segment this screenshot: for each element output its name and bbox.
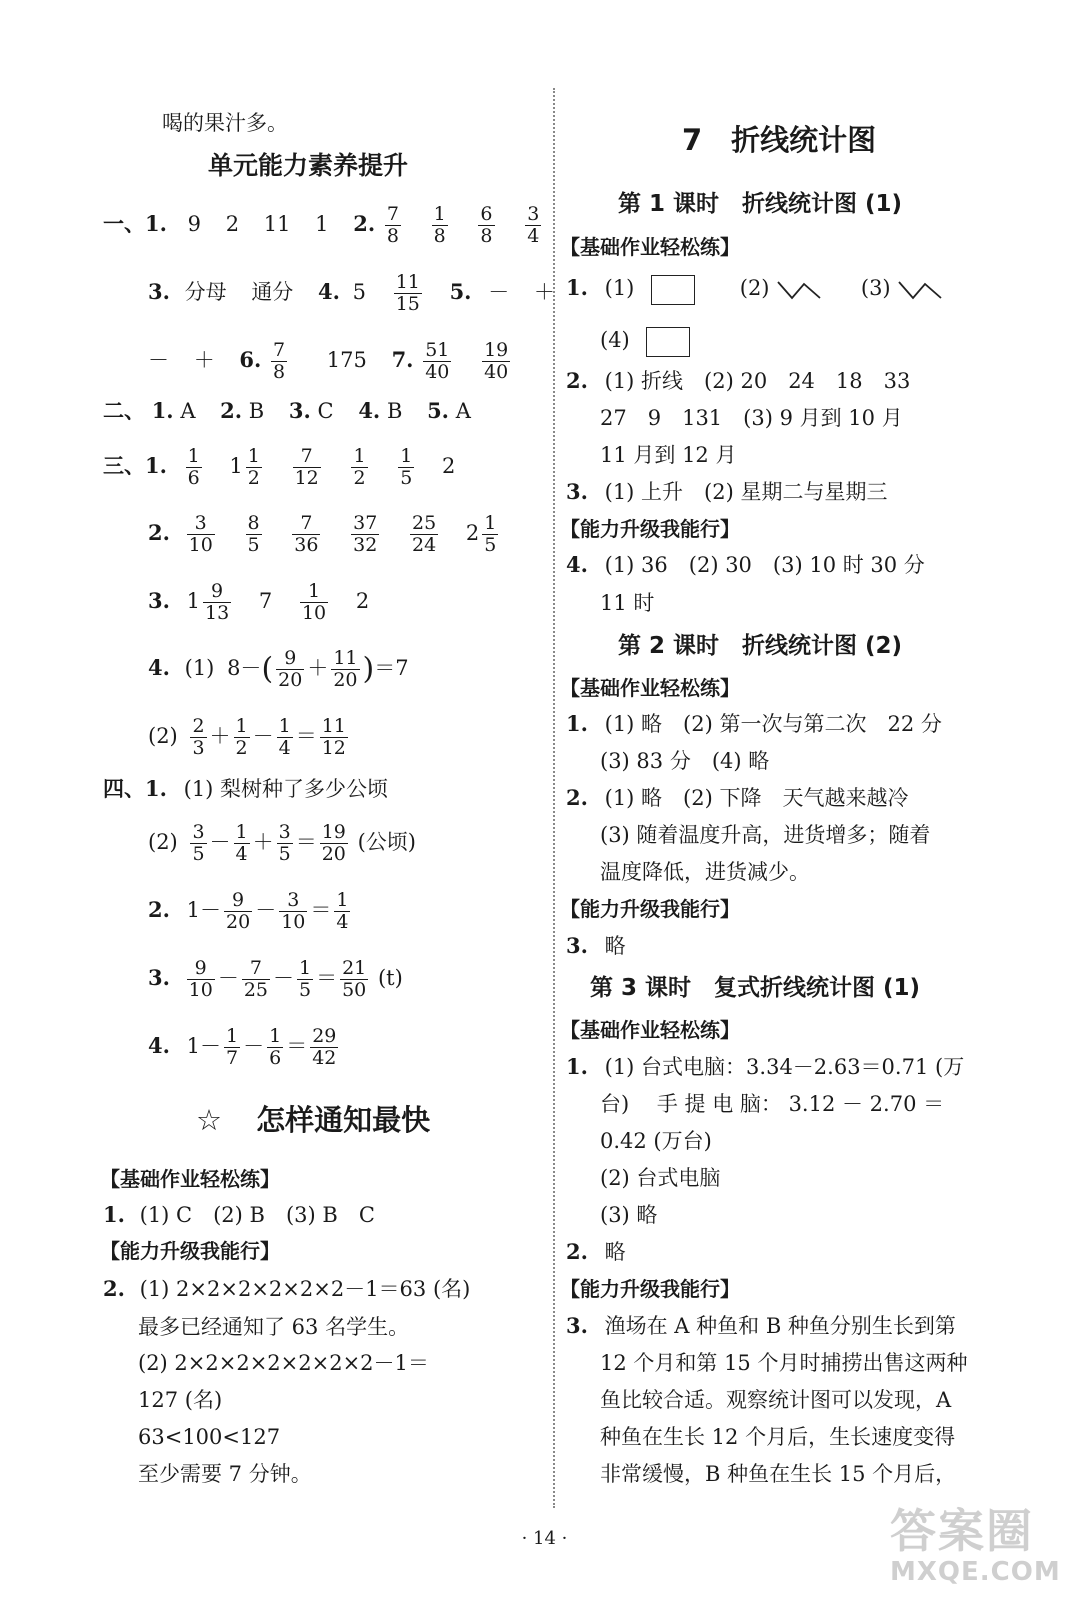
fraction: $\frac{11}{12}$	[321, 715, 346, 759]
question-number: 4.	[148, 1033, 170, 1058]
part-label: (2)	[148, 724, 178, 748]
answer-value: B	[248, 399, 265, 423]
intro-text: 喝的果汁多。	[162, 111, 288, 135]
q1-line3	[148, 334, 513, 386]
l3-q2	[566, 1239, 626, 1265]
fraction: $\frac{1}{6}$	[269, 1025, 282, 1069]
q3-2	[148, 507, 501, 559]
operator: －	[209, 830, 231, 854]
answer-text: (1) 略 (2) 第一次与第二次 22 分	[604, 712, 942, 736]
part-label: (2)	[739, 276, 770, 300]
tag-ability: 【能力升级我能行】	[560, 517, 740, 541]
question-number: 2.	[566, 785, 588, 810]
l2-q3	[566, 933, 626, 959]
page-number-value: 14	[533, 1528, 556, 1549]
square-shape-icon	[651, 275, 695, 305]
watermark-url: MXQE.COM	[890, 1557, 1061, 1587]
fraction: $\frac{1}{2}$	[353, 445, 366, 489]
l1-q2-line1	[566, 368, 910, 394]
fraction: $\frac{7}{12}$	[294, 445, 319, 489]
fraction: $\frac{1}{8}$	[433, 203, 446, 247]
question-number: 3.	[566, 933, 588, 958]
fraction: $\frac{37}{32}$	[353, 512, 378, 556]
part-label: (3)	[860, 276, 891, 300]
lesson3-title: 第 3 课时 复式折线统计图 (1)	[590, 975, 921, 1001]
l3-q1-line5: (3) 略	[600, 1203, 658, 1227]
fraction: $\frac{1}{2}$	[235, 715, 248, 759]
l3-q3-line3: 鱼比较合适。观察统计图可以发现，A	[600, 1388, 952, 1412]
fraction: $\frac{51}{40}$	[425, 339, 450, 383]
l3-q3-line5: 非常缓慢，B 种鱼在生长 15 个月后，	[600, 1462, 957, 1486]
question-number: 2.	[566, 1239, 588, 1264]
q1-line1	[103, 198, 544, 250]
l3-q1-line4: (2) 台式电脑	[600, 1166, 721, 1190]
fraction: $\frac{19}{40}$	[484, 339, 509, 383]
zigzag-line-icon	[776, 278, 824, 302]
fraction: $\frac{8}{5}$	[247, 512, 260, 556]
fraction: $\frac{1}{5}$	[400, 445, 413, 489]
l1-q1-line2	[600, 322, 690, 358]
fraction: $\frac{1}{5}$	[299, 957, 312, 1001]
answer-text: 渔场在 A 种鱼和 B 种鱼分别生长到第	[604, 1314, 956, 1338]
part-label: (1)	[184, 656, 215, 680]
answer-text: (1) 略 (2) 下降 天气越来越冷	[604, 786, 909, 810]
question-number: 1.	[151, 398, 174, 423]
q1-line2	[148, 266, 555, 318]
l1-q2-line2: 27 9 131 (3) 9 月到 10 月	[600, 406, 903, 430]
question-number: 2.	[103, 1276, 125, 1301]
operator: －	[255, 898, 277, 922]
fraction: $\frac{1}{7}$	[226, 1025, 239, 1069]
answer-value: C	[317, 399, 334, 423]
question-number: 1.	[566, 1054, 588, 1079]
lesson1-title: 第 1 课时 折线统计图 (1)	[618, 191, 903, 217]
answer-value: A	[455, 399, 471, 423]
section-title	[196, 1100, 430, 1140]
section-title-text: 怎样通知最快	[256, 1103, 431, 1137]
section2-answers	[103, 398, 471, 424]
operator: －	[243, 1034, 265, 1058]
question-number: 1.	[566, 275, 588, 300]
tag-basic: 【基础作业轻松练】	[560, 1018, 740, 1042]
answer-value: 175	[326, 348, 367, 372]
chapter-title: 7 折线统计图	[682, 123, 877, 157]
q3-4-part2	[148, 710, 351, 762]
tag-ability: 【能力升级我能行】	[560, 1277, 740, 1301]
star-q1	[103, 1202, 375, 1228]
operator: ＝	[316, 966, 338, 990]
fraction: $\frac{1}{5}$	[484, 512, 497, 556]
q3-1	[103, 440, 455, 492]
fraction: $\frac{1}{4}$	[336, 889, 349, 933]
tag-ability: 【能力升级我能行】	[560, 897, 740, 921]
answer-text: 略	[604, 1240, 626, 1264]
answer-value: 7	[258, 589, 273, 613]
answer-value: 2	[225, 212, 240, 236]
operator: －	[273, 966, 294, 990]
tag-ability: 【能力升级我能行】	[100, 1239, 280, 1263]
l2-q1-line2: (3) 83 分 (4) 略	[600, 749, 770, 773]
fraction: $\frac{9}{20}$	[278, 647, 303, 691]
paren: (	[261, 651, 274, 687]
l1-q2-line3: 11 月到 12 月	[600, 443, 737, 467]
l1-q4-line2: 11 时	[600, 591, 655, 615]
fraction: $\frac{19}{20}$	[321, 821, 346, 865]
question-number: 4.	[566, 552, 588, 577]
operator: ＋	[307, 656, 329, 680]
fraction: $\frac{2}{3}$	[192, 715, 205, 759]
l3-q1-line2: 台) 手 提 电 脑： 3.12 － 2.70 ＝	[600, 1092, 945, 1116]
star-q2-line6: 至少需要 7 分钟。	[138, 1462, 312, 1486]
q4-1-part1	[103, 776, 388, 802]
answer-value: 通分	[251, 280, 294, 304]
operator: ＝	[310, 898, 332, 922]
fraction: $\frac{1}{4}$	[278, 715, 291, 759]
fraction: $\frac{1}{6}$	[187, 445, 200, 489]
section-label: 三、	[103, 453, 145, 478]
l3-q3-line4: 种鱼在生长 12 个月后，生长速度变得	[600, 1425, 956, 1449]
fraction: $\frac{9}{20}$	[226, 889, 251, 933]
fraction: $\frac{11}{20}$	[333, 647, 358, 691]
expression: ＝7	[374, 656, 409, 680]
page-number: · 14 ·	[521, 1528, 568, 1549]
answer-sign: －	[488, 280, 510, 304]
fraction: $\frac{9}{13}$	[205, 580, 230, 624]
q4-4	[148, 1020, 341, 1072]
answer-text: (1) 梨树种了多少公顷	[183, 777, 389, 801]
fraction: $\frac{7}{8}$	[273, 339, 286, 383]
expression: 1－	[186, 1034, 221, 1058]
zigzag-line-icon	[897, 278, 945, 302]
operator: ＝	[286, 1034, 308, 1058]
question-number: 3.	[288, 398, 311, 423]
fraction: $\frac{3}{5}$	[278, 821, 291, 865]
star-q2-line1	[103, 1276, 470, 1302]
section-label: 一、	[103, 211, 145, 236]
answer-value: 2	[442, 454, 456, 478]
star-q2-line2: 最多已经通知了 63 名学生。	[138, 1315, 410, 1339]
question-number: 1.	[145, 211, 167, 236]
operator: －	[217, 966, 239, 990]
operator: ＝	[295, 830, 317, 854]
question-number: 2.	[148, 897, 170, 922]
question-number: 7.	[391, 347, 414, 372]
paren: )	[362, 651, 375, 687]
question-number: 3.	[566, 479, 588, 504]
question-number: 6.	[239, 347, 262, 372]
tag-basic: 【基础作业轻松练】	[560, 235, 740, 259]
fraction: $\frac{7}{8}$	[386, 203, 399, 247]
tag-basic: 【基础作业轻松练】	[560, 676, 740, 700]
question-number: 3.	[148, 279, 170, 304]
part-label: (2)	[148, 830, 178, 854]
fraction: $\frac{6}{8}$	[480, 203, 493, 247]
star-q2-line4: 127 (名)	[138, 1388, 223, 1412]
answer-text: (1) 折线 (2) 20 24 18 33	[604, 369, 911, 393]
l2-q1-line1	[566, 711, 942, 737]
tag-basic: 【基础作业轻松练】	[100, 1167, 280, 1191]
fraction: $\frac{3}{10}$	[188, 512, 213, 556]
answer-value: A	[180, 399, 196, 423]
q3-3	[148, 575, 369, 627]
part-label: (4)	[600, 328, 630, 352]
question-number: 4.	[148, 655, 170, 680]
square-shape-icon	[646, 327, 690, 357]
star-icon: ☆	[196, 1103, 222, 1137]
answer-value: 5	[352, 280, 366, 304]
l3-q3-line2: 12 个月和第 15 个月时捕捞出售这两种	[600, 1351, 968, 1375]
watermark	[890, 1495, 1070, 1585]
fraction: $\frac{3}{4}$	[527, 203, 540, 247]
l3-q1-line1	[566, 1054, 964, 1080]
section-label: 四、	[103, 776, 145, 801]
section-label: 二、	[103, 398, 145, 423]
l2-q2-line1	[566, 785, 908, 811]
fraction: $\frac{1}{2}$	[247, 445, 260, 489]
l2-q2-line2: (3) 随着温度升高，进货增多；随着	[600, 823, 931, 847]
part-label: (1)	[604, 276, 635, 300]
q4-1-part2	[148, 816, 416, 868]
question-number: 1.	[145, 776, 167, 801]
question-number: 1.	[103, 1202, 125, 1227]
question-number: 2.	[566, 368, 588, 393]
question-number: 2.	[148, 520, 170, 545]
answer-sign: ＋	[533, 280, 555, 304]
star-q2-line5: 63<100<127	[138, 1425, 281, 1449]
l1-q3	[566, 479, 887, 505]
question-number: 3.	[566, 1313, 588, 1338]
mixed-whole: 1	[186, 589, 200, 613]
l2-q2-line3: 温度降低，进货减少。	[600, 860, 810, 884]
fraction: $\frac{7}{36}$	[294, 512, 319, 556]
operator: ＋	[252, 830, 274, 854]
question-number: 2.	[220, 398, 243, 423]
fraction: $\frac{25}{24}$	[412, 512, 437, 556]
answer-text: (1) 2×2×2×2×2×2－1＝63 (名)	[139, 1277, 471, 1301]
answer-value: 2	[355, 589, 370, 613]
fraction: $\frac{29}{42}$	[312, 1025, 337, 1069]
question-number: 3.	[148, 588, 170, 613]
answer-sign: －	[148, 348, 169, 372]
q3-4-part1	[148, 642, 409, 696]
unit-text: (t)	[377, 966, 403, 990]
answer-text: (1) C (2) B (3) B C	[139, 1203, 375, 1227]
answer-value: B	[386, 399, 403, 423]
question-number: 4.	[358, 398, 381, 423]
question-number: 2.	[353, 211, 376, 236]
lesson2-title: 第 2 课时 折线统计图 (2)	[618, 633, 903, 659]
answer-value: 1	[315, 212, 329, 236]
fraction: $\frac{9}{10}$	[188, 957, 213, 1001]
l1-q4-line1	[566, 552, 925, 578]
expression: 8－	[227, 656, 262, 680]
question-number: 1.	[566, 711, 588, 736]
answer-text: (1) 上升 (2) 星期二与星期三	[604, 480, 888, 504]
answer-value: 11	[263, 212, 291, 236]
question-number: 5.	[449, 279, 472, 304]
l3-q3-line1	[566, 1313, 956, 1339]
answer-value: 9	[187, 212, 201, 236]
l1-q1-line1	[566, 270, 945, 306]
answer-text: 略	[604, 934, 626, 958]
q4-3	[148, 952, 403, 1004]
mixed-whole: 2	[465, 521, 480, 545]
answer-text: (1) 36 (2) 30 (3) 10 时 30 分	[604, 553, 925, 577]
operator: －	[252, 724, 274, 748]
answer-text: (1) 台式电脑：3.34－2.63＝0.71 (万	[604, 1055, 965, 1079]
fraction: $\frac{1}{4}$	[235, 821, 248, 865]
fraction: $\frac{21}{50}$	[342, 957, 367, 1001]
question-number: 3.	[148, 965, 170, 990]
unit-title: 单元能力素养提升	[208, 151, 409, 180]
operator: ＝	[295, 724, 317, 748]
operator: ＋	[209, 724, 231, 748]
question-number: 5.	[427, 398, 449, 423]
fraction: $\frac{3}{10}$	[281, 889, 306, 933]
question-number: 1.	[145, 453, 167, 478]
answer-sign: ＋	[193, 348, 215, 372]
fraction: $\frac{3}{5}$	[192, 821, 205, 865]
unit-text: (公顷)	[357, 830, 416, 854]
l3-q1-line3: 0.42 (万台)	[600, 1129, 712, 1153]
fraction: $\frac{1}{10}$	[301, 580, 327, 624]
answer-value: 分母	[184, 280, 227, 304]
star-q2-line3: (2) 2×2×2×2×2×2×2－1＝	[138, 1351, 429, 1375]
fraction: $\frac{11}{15}$	[395, 271, 420, 315]
mixed-whole: 1	[229, 454, 243, 478]
fraction: $\frac{7}{25}$	[243, 957, 268, 1001]
question-number: 4.	[318, 279, 340, 304]
expression: 1－	[186, 898, 221, 922]
column-divider	[553, 88, 555, 1508]
q4-2	[148, 884, 353, 936]
watermark-logo-text: 答案圈	[890, 1504, 1034, 1558]
